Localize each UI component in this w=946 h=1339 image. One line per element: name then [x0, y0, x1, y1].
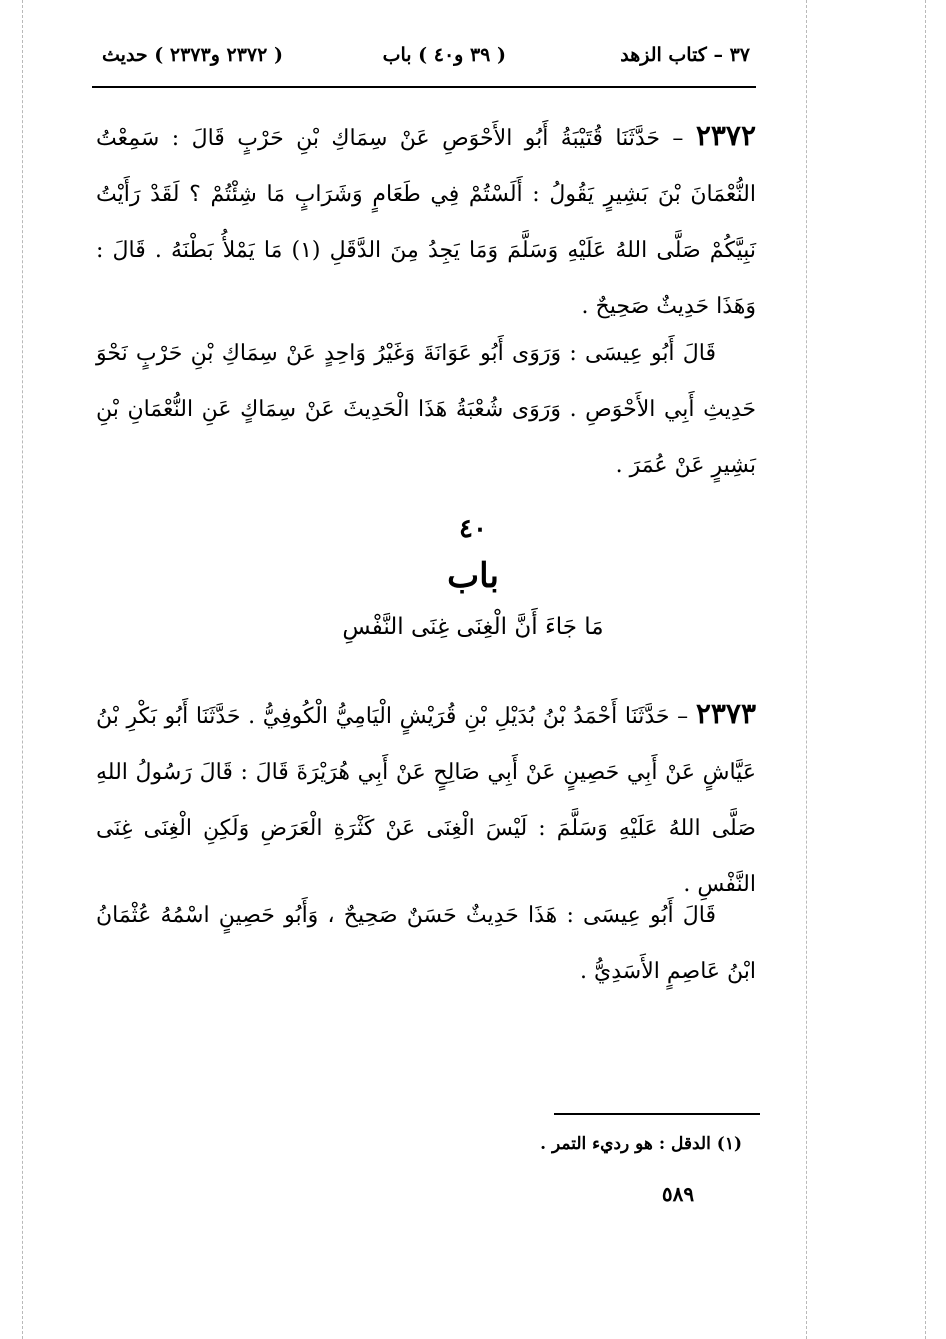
running-header: [96, 38, 756, 76]
footnote: (١) الدقل : هو رديء التمر .: [540, 1134, 742, 1154]
hadith-2372: [96, 108, 756, 335]
page-number: ٥٨٩: [661, 1182, 695, 1206]
hadith-number: ٢٣٧٣: [695, 697, 756, 730]
hadith-text: – حَدَّثَنَا أَحْمَدُ بْنُ بُدَيْلِ بْنِ قُرَيْشٍ الْيَامِيُّ الْكُوفِيُّ . حَدَّثَنَا أَبُو بَكْرِ بْنُ عَيَّاشٍ عَنْ أَبِي حَصِينٍ عَنْ أَبِي صَالِحٍ عَنْ أَبِي هُرَيْرَةَ قَالَ : قَالَ رَسُولُ اللهِ صَلَّى اللهُ عَلَيْهِ وَسَلَّمَ : لَيْسَ الْغِنَى عَنْ كَثْرَةِ الْعَرَضِ وَلَكِنِ الْغِنَى غِنَى النَّفْسِ .: [96, 704, 756, 897]
header-hadith-range: ( ٢٣٧٢ و٢٣٧٣ ) حديث: [102, 44, 283, 66]
chapter-title: مَا جَاءَ أَنَّ الْغِنَى غِنَى النَّفْسِ: [342, 614, 604, 640]
footnote-rule: [554, 1113, 760, 1115]
scan-border-line: [22, 0, 23, 1339]
scan-border-line: [925, 0, 926, 1339]
header-chapter-range: ( ٣٩ و٤٠ ) باب: [382, 44, 506, 66]
scan-border-line: [806, 0, 807, 1339]
chapter-heading: باب: [447, 556, 499, 596]
header-book-title: ٣٧ – كتاب الزهد: [620, 44, 750, 66]
commentary-2372: قَالَ أَبُو عِيسَى : وَرَوَى أَبُو عَوَانَةَ وَغَيْرُ وَاحِدٍ عَنْ سِمَاكِ بْنِ حَرْبٍ نَحْوَ حَدِيثِ أَبِي الأَحْوَصِ . وَرَوَى شُعْبَةُ هَذَا الْحَدِيثَ عَنْ سِمَاكٍ عَنِ النُّعْمَانِ بْنِ بَشِيرٍ عَنْ عُمَرَ .: [96, 341, 756, 478]
commentary-2373: قَالَ أَبُو عِيسَى : هَذَا حَدِيثٌ حَسَنٌ صَحِيحٌ ، وَأَبُو حَصِينٍ اسْمُهُ عُثْمَانُ ابْنُ عَاصِمٍ الأَسَدِيُّ .: [96, 903, 756, 984]
hadith-text: – حَدَّثَنَا قُتَيْبَةُ أَبُو الأَحْوَصِ عَنْ سِمَاكِ بْنِ حَرْبٍ قَالَ : سَمِعْتُ النُّعْمَانَ بْنَ بَشِيرٍ يَقُولُ : أَلَسْتُمْ فِي طَعَامٍ وَشَرَابٍ مَا شِئْتُمْ ؟ لَقَدْ رَأَيْتُ نَبِيَّكُمْ صَلَّى اللهُ عَلَيْهِ وَسَلَّمَ وَمَا يَجِدُ مِنَ الدَّقَلِ (١) مَا يَمْلأُ بَطْنَهُ . قَالَ : وَهَذَا حَدِيثٌ صَحِيحٌ .: [96, 126, 756, 319]
hadith-number: ٢٣٧٢: [695, 119, 756, 152]
hadith-2373: [96, 686, 756, 913]
header-rule: [92, 86, 756, 88]
chapter-number: ٤٠: [459, 514, 487, 544]
